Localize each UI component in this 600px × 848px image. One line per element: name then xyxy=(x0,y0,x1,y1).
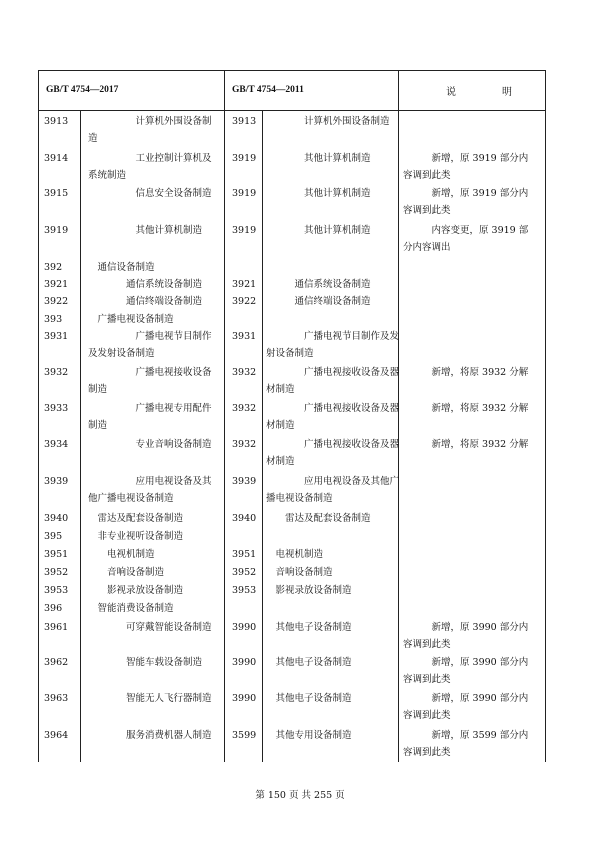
cell-code-new: 3962 xyxy=(44,657,69,668)
cell-code-old: 3990 xyxy=(232,693,257,704)
cell-name-new: 计算机外围设备制造 xyxy=(88,116,212,144)
cell-name-new: 雷达及配套设备制造 xyxy=(88,513,184,524)
cell-code-old: 3990 xyxy=(232,622,257,633)
cell-code-new: 3922 xyxy=(44,296,69,307)
cell-code-new: 3931 xyxy=(44,331,69,342)
cell-code-new: 3963 xyxy=(44,693,69,704)
cell-name-new: 可穿戴智能设备制造 xyxy=(88,622,212,633)
cell-code-old: 3922 xyxy=(232,296,257,307)
cell-note: 新增，原 3990 部分内容调到此类 xyxy=(403,622,529,650)
code-divider-left xyxy=(80,110,81,762)
cell-code-new: 3951 xyxy=(44,549,69,560)
cell-code-new: 3934 xyxy=(44,439,69,450)
cell-code-old: 3919 xyxy=(232,188,257,199)
cell-code-new: 395 xyxy=(44,531,63,542)
cell-name-new: 服务消费机器人制造 xyxy=(88,730,212,741)
cell-note: 新增，原 3919 部分内容调到此类 xyxy=(403,188,529,216)
cell-name-new: 通信终端设备制造 xyxy=(88,296,203,307)
cell-name-old: 广播电视接收设备及器材制造 xyxy=(266,367,400,395)
cell-name-new: 广播电视接收设备制造 xyxy=(88,367,212,395)
cell-code-new: 3939 xyxy=(44,476,69,487)
cell-name-old: 其他电子设备制造 xyxy=(266,693,352,704)
cell-name-new: 非专业视听设备制造 xyxy=(88,531,184,542)
cell-name-old: 计算机外围设备制造 xyxy=(266,116,390,127)
cell-code-old: 3599 xyxy=(232,730,257,741)
cell-code-new: 392 xyxy=(44,262,63,273)
cell-name-new: 广播电视节目制作及发射设备制造 xyxy=(88,331,212,359)
cell-name-old: 其他计算机制造 xyxy=(266,153,371,164)
cell-code-old: 3919 xyxy=(232,225,257,236)
cell-code-new: 3913 xyxy=(44,116,69,127)
cell-note: 新增，原 3990 部分内容调到此类 xyxy=(403,657,529,685)
cell-name-new: 智能消费设备制造 xyxy=(88,603,174,614)
cell-code-old: 3932 xyxy=(232,403,257,414)
cell-code-new: 3933 xyxy=(44,403,69,414)
cell-name-new: 专业音响设备制造 xyxy=(88,439,212,450)
cell-name-new: 影视录放设备制造 xyxy=(88,585,184,596)
cell-name-new: 智能车载设备制造 xyxy=(88,657,203,668)
cell-name-old: 其他专用设备制造 xyxy=(266,730,352,741)
cell-code-new: 393 xyxy=(44,314,63,325)
header-bottom-border xyxy=(38,110,546,111)
cell-note: 新增，将原 3932 分解 xyxy=(403,367,529,378)
cell-name-new: 信息安全设备制造 xyxy=(88,188,212,199)
cell-name-old: 雷达及配套设备制造 xyxy=(266,513,371,524)
cell-code-new: 3919 xyxy=(44,225,69,236)
cell-code-new: 396 xyxy=(44,603,63,614)
cell-name-old: 其他计算机制造 xyxy=(266,188,371,199)
cell-name-new: 广播电视设备制造 xyxy=(88,314,174,325)
page-footer: 第 150 页 共 255 页 xyxy=(255,790,345,801)
header-new-standard: GB/T 4754—2017 xyxy=(46,85,119,95)
cell-name-old: 通信系统设备制造 xyxy=(266,279,371,290)
cell-code-old: 3952 xyxy=(232,567,257,578)
cell-code-old: 3953 xyxy=(232,585,257,596)
cell-name-old: 其他电子设备制造 xyxy=(266,657,352,668)
cell-name-new: 智能无人飞行器制造 xyxy=(88,693,212,704)
cell-code-old: 3940 xyxy=(232,513,257,524)
cell-code-old: 3951 xyxy=(232,549,257,560)
cell-name-old: 音响设备制造 xyxy=(266,567,333,578)
cell-code-old: 3919 xyxy=(232,153,257,164)
cell-code-old: 3932 xyxy=(232,367,257,378)
cell-name-old: 广播电视节目制作及发射设备制造 xyxy=(266,331,400,359)
cell-name-new: 音响设备制造 xyxy=(88,567,165,578)
cell-name-old: 影视录放设备制造 xyxy=(266,585,352,596)
cell-name-old: 通信终端设备制造 xyxy=(266,296,371,307)
code-divider-right xyxy=(262,110,263,762)
cell-name-old: 广播电视接收设备及器材制造 xyxy=(266,403,400,431)
cell-name-new: 通信系统设备制造 xyxy=(88,279,203,290)
cell-name-new: 工业控制计算机及系统制造 xyxy=(88,153,212,181)
cell-code-old: 3913 xyxy=(232,116,257,127)
cell-code-old: 3990 xyxy=(232,657,257,668)
cell-code-new: 3953 xyxy=(44,585,69,596)
cell-code-old: 3921 xyxy=(232,279,257,290)
cell-note: 新增，将原 3932 分解 xyxy=(403,439,529,450)
header-old-standard: GB/T 4754—2011 xyxy=(232,85,304,95)
cell-code-new: 3921 xyxy=(44,279,69,290)
table-left-border xyxy=(38,70,39,762)
cell-name-old: 应用电视设备及其他广播电视设备制造 xyxy=(266,476,400,504)
cell-note: 新增，原 3599 部分内容调到此类 xyxy=(403,730,529,758)
cell-code-new: 3964 xyxy=(44,730,69,741)
cell-name-old: 其他计算机制造 xyxy=(266,225,371,236)
cell-name-new: 应用电视设备及其他广播电视设备制造 xyxy=(88,476,212,504)
cell-name-old: 广播电视接收设备及器材制造 xyxy=(266,439,400,467)
cell-code-old: 3932 xyxy=(232,439,257,450)
cell-note: 新增，原 3919 部分内容调到此类 xyxy=(403,153,529,181)
cell-code-new: 3940 xyxy=(44,513,69,524)
cell-name-new: 通信设备制造 xyxy=(88,262,155,273)
cell-code-old: 3939 xyxy=(232,476,257,487)
cell-name-new: 电视机制造 xyxy=(88,549,155,560)
cell-code-new: 3914 xyxy=(44,153,69,164)
cell-code-new: 3961 xyxy=(44,622,69,633)
cell-name-old: 其他电子设备制造 xyxy=(266,622,352,633)
cell-note: 新增，原 3990 部分内容调到此类 xyxy=(403,693,529,721)
cell-note: 新增，将原 3932 分解 xyxy=(403,403,529,414)
cell-name-old: 电视机制造 xyxy=(266,549,324,560)
cell-code-new: 3915 xyxy=(44,188,69,199)
table-right-border xyxy=(545,70,546,762)
header-note: 说 明 xyxy=(446,86,530,98)
cell-code-old: 3931 xyxy=(232,331,257,342)
column-divider-1 xyxy=(224,70,225,762)
cell-code-new: 3932 xyxy=(44,367,69,378)
cell-name-new: 广播电视专用配件制造 xyxy=(88,403,212,431)
cell-name-new: 其他计算机制造 xyxy=(88,225,203,236)
cell-note: 内容变更，原 3919 部分内容调出 xyxy=(403,225,529,253)
cell-code-new: 3952 xyxy=(44,567,69,578)
